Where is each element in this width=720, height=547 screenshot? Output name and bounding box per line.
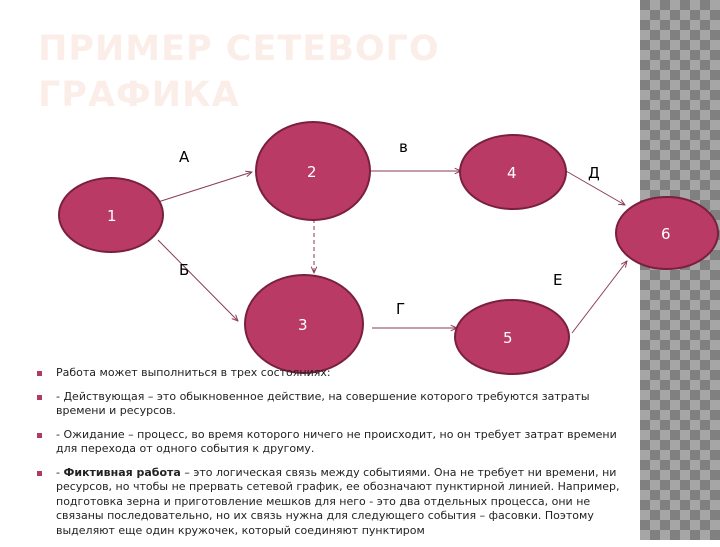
edge-label-v: в xyxy=(399,138,408,156)
edge-label-b: Б xyxy=(179,261,190,279)
bullet-item-4: - Фиктивная работа – это логическая связь между событиями. Она не требует ни времени, ни ресурсов, но чтобы не прервать сетевой график, ее обозначают пунктирной линией. Например, подготовка зерна и приготовление мешков для него - это два отдельных процесса, они не связаны последовательно, но их связь нужна для следующего события – фасовки. Поэтому выделяют еще один кружочек, который соединяют пунктиром xyxy=(36,466,632,539)
bullet-item-3: - Ожидание – процесс, во время которого ничего не происходит, но он требует затрат времени для перехода от одного события к другому. xyxy=(36,428,632,457)
node-3-label: 3 xyxy=(298,316,308,334)
edge-5-6 xyxy=(572,261,627,333)
bullet-item-1: Работа может выполниться в трех состояниях: xyxy=(36,366,632,381)
explanation-text xyxy=(36,366,632,547)
node-4-label: 4 xyxy=(507,164,517,182)
bullet-item-2: - Действующая – это обыкновенное действие, на совершение которого требуются затраты времени и ресурсов. xyxy=(36,390,632,419)
node-5-label: 5 xyxy=(503,329,513,347)
edge-label-d: Д xyxy=(588,164,600,182)
node-2-label: 2 xyxy=(307,163,317,181)
edge-label-g: Г xyxy=(396,300,406,318)
slide-title: ПРИМЕР СЕТЕВОГО ГРАФИКА xyxy=(38,29,440,115)
node-1-label: 1 xyxy=(107,207,117,225)
bullet-bold-term: Фиктивная работа xyxy=(63,465,181,479)
edge-label-e: Е xyxy=(553,271,563,289)
edge-1-3 xyxy=(158,240,238,321)
node-6-label: 6 xyxy=(661,225,671,243)
edge-label-a: А xyxy=(179,148,190,166)
edge-1-2 xyxy=(158,172,252,202)
